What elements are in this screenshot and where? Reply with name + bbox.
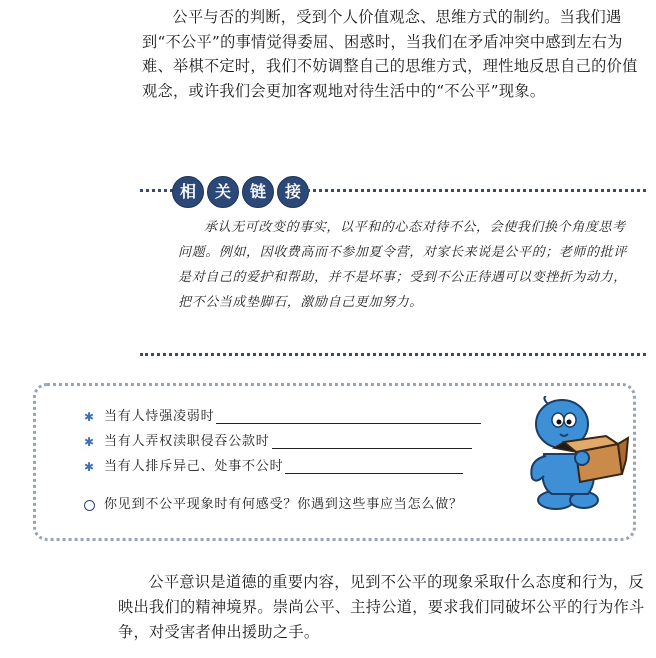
- badge-char-2: 关: [207, 176, 239, 208]
- activity-item-label: 当有人弄权渎职侵吞公款时: [104, 434, 270, 449]
- badge-char-4: 接: [277, 176, 309, 208]
- activity-item-label: 当有人排斥异己、处事不公时: [104, 459, 284, 474]
- activity-question: [84, 496, 463, 514]
- related-link-badge: [172, 176, 309, 208]
- answer-blank-line[interactable]: [285, 461, 463, 474]
- badge-char-1: 相: [172, 176, 204, 208]
- activity-question-text: 你见到不公平现象时有何感受？你遇到这些事应当怎么做？: [104, 497, 463, 512]
- star-bullet-icon: ✱: [84, 410, 95, 424]
- answer-blank-line[interactable]: [272, 436, 472, 449]
- dotted-divider-right: [300, 189, 646, 192]
- activity-item-2: [84, 433, 472, 451]
- dotted-divider-left: [140, 189, 173, 192]
- answer-blank-line[interactable]: [216, 411, 481, 424]
- badge-char-3: 链: [242, 176, 274, 208]
- activity-item-label: 当有人恃强凌弱时: [104, 409, 215, 424]
- activity-item-1: [84, 408, 481, 426]
- star-bullet-icon: ✱: [84, 460, 95, 474]
- activity-item-3: [84, 458, 463, 476]
- closing-paragraph: 公平意识是道德的重要内容，见到不公平的现象采取什么态度和行为，反映出我们的精神境界。崇尚公平、主持公道，要求我们同破坏公平的行为作斗争，对受害者伸出援助之手。: [118, 573, 645, 641]
- star-bullet-icon: ✱: [84, 435, 95, 449]
- circle-bullet-icon: [84, 500, 95, 511]
- intro-paragraph: 公平与否的判断，受到个人价值观念、思维方式的制约。当我们遇到“不公平”的事情觉得委屈、困惑时，当我们在矛盾冲突中感到左右为难、举棋不定时，我们不妨调整自己的思维方式，理性地反思自己的价值观念，或许我们会更加客观地对待生活中的“不公平”现象。: [142, 8, 638, 100]
- related-link-text: 承认无可改变的事实，以平和的心态对待不公，会使我们换个角度思考问题。例如，因收费高而不参加夏令营，对家长来说是公平的；老师的批评是对自己的爱护和帮助，并不是坏事；受到不公正待遇可以变挫折为动力，把不公当成垫脚石，激励自己更加努力。: [178, 220, 627, 310]
- mascot-illustration: [518, 396, 630, 512]
- dotted-divider-bottom: [140, 353, 646, 356]
